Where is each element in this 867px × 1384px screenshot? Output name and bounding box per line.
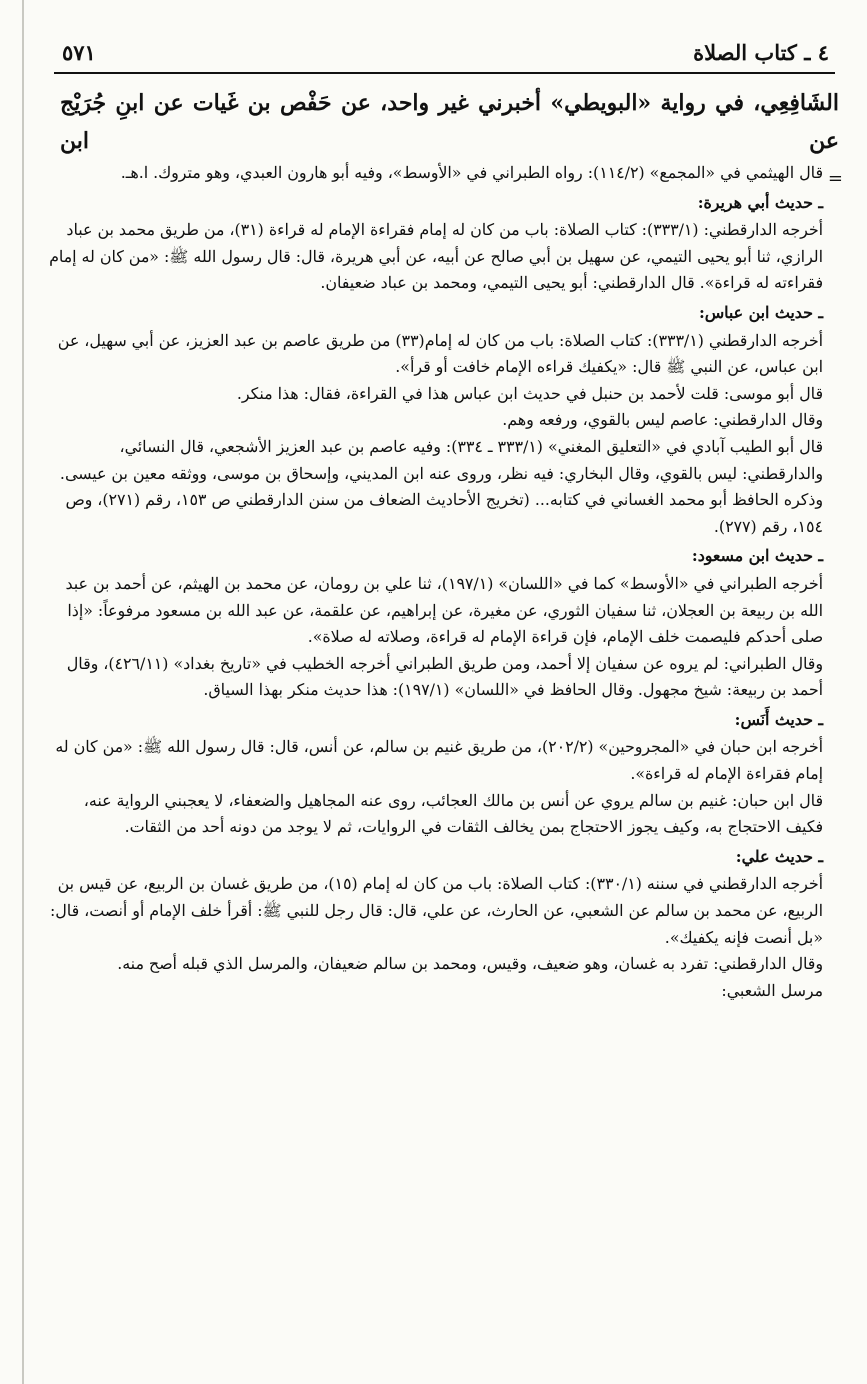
footnote-heading: ـ حديث ابن مسعود: <box>691 546 823 566</box>
footnote-paragraph: مرسل الشعبي: <box>721 980 823 1000</box>
footnote-heading: ـ حديث أبي هريرة: <box>697 192 823 212</box>
footnote-heading: ـ حديث أَنَس: <box>734 709 823 729</box>
footnote-paragraph: قال أبو الطيب آبادي في «التعليق المغني» (٣٣٣/١ ـ ٣٣٤): وفيه عاصم بن عبد العزيز الأشجعي، قال النسائي، والدارقطني: ليس بالقوي، وقال البخاري: فيه نظر، وروى عنه ابن المديني، وإسحاق بن موسى، ووثقه معين بن عيسى. <box>59 436 823 483</box>
footnote-paragraph: وقال الدارقطني: عاصم ليس بالقوي، ورفعه وهم. <box>502 410 823 430</box>
page-header <box>62 34 829 70</box>
header-rule <box>54 72 835 74</box>
main-text-line: الشَافِعِي، في رواية «البويطي» أخبرني غير واحد، عن حَفْص بن غَيات عن ابنِ جُرَيْج عن ابن <box>60 90 839 154</box>
footnote-paragraph: وقال الطبراني: لم يروه عن سفيان إلا أحمد، ومن طريق الطبراني أخرجه الخطيب في «تاريخ بغداد» (٤٢٦/١١)، وقال أحمد بن ربيعة: شيخ مجهول. وقال الحافظ في «اللسان» (١٩٧/١): هذا حديث منكر بهذا السياق. <box>66 653 823 700</box>
footnote-paragraph: قال أبو موسى: قلت لأحمد بن حنبل في حديث ابن عباس هذا في القراءة، فقال: هذا منكر. <box>236 383 823 403</box>
footnotes <box>48 160 823 1004</box>
footnote-paragraph: أخرجه الدارقطني (٣٣٣/١): كتاب الصلاة: باب من كان له إمام(٣٣) من طريق عاصم بن عبد العزيز، عن أبي سهيل، عن ابن عباس، عن النبي ﷺ قال: «يكفيك قراءه الإمام خافت أو قرأ». <box>57 330 823 377</box>
page-number: ٥٧١ <box>62 39 96 65</box>
footnote-paragraph: أخرجه الدارقطني: (٣٣٣/١): كتاب الصلاة: باب من كان له إمام فقراءة الإمام له قراءة (٣١)، من طريق محمد بن عباد الرازي، ثنا أبو يحيى التيمي، عن سهيل بن أبي صالح عن أبيه، عن أبي هريرة، قال: قال رسول الله ﷺ: «من كان له إمام فقراءته له قراءة». قال الدارقطني: أبو يحيى التيمي، ومحمد بن عباد ضعيفان. <box>49 220 823 293</box>
footnote-paragraph: أخرجه الطبراني في «الأوسط» كما في «اللسان» (١٩٧/١)، ثنا علي بن رومان، عن محمد بن الهيثم، عن أحمد بن عبد الله بن ربيعة بن العجلان، ثنا سفيان الثوري، عن مغيرة، عن إبراهيم، عن علقمة، عن عبد الله بن مسعود مرفوعاً: «إذا صلى أحدكم فليصمت خلف الإمام، فإن قراءة الإمام له قراءة، وصلاته له صلاة». <box>65 573 823 647</box>
footnote-paragraph: وقال الدارقطني: تفرد به غسان، وهو ضعيف، وقيس، ومحمد بن سالم ضعيفان، والمرسل الذي قبله أصح منه. <box>117 954 823 974</box>
footnote-paragraph: أخرجه الدارقطني في سننه (٣٣٠/١): كتاب الصلاة: باب من كان له إمام (١٥)، من طريق غسان بن الربيع، عن قيس بن الربيع، عن محمد بن سالم عن الشعبي، عن الحارث، عن علي، قال: قال رجل للنبي ﷺ: أقرأ خلف الإمام أو أنصت، قال: «بل أنصت فإنه يكفيك». <box>49 874 823 947</box>
footnote-paragraph: أخرجه ابن حبان في «المجروحين» (٢٠٢/٢)، من طريق غنيم بن سالم، عن أنس، قال: قال رسول الله ﷺ: «من كان له إمام فقراءة الإمام له قراءة». <box>55 737 823 784</box>
footnote-continuation-mark: = <box>827 168 843 189</box>
footnote-paragraph: قال الهيثمي في «المجمع» (١١٤/٢): رواه الطبراني في «الأوسط»، وفيه أبو هارون العبدي، وهو متروك. ا.هـ. <box>120 163 823 182</box>
footnote-paragraph: وذكره الحافظ أبو محمد الغساني في كتابه... (تخريج الأحاديث الضعاف من سنن الدارقطني ص ١٥٣، رقم (٢٧١)، وص ١٥٤، رقم (٢٧٧). <box>65 490 823 536</box>
chapter-title: ٤ ـ كتاب الصلاة <box>693 39 829 65</box>
page-edge-line <box>22 0 24 1384</box>
footnote-heading: ـ حديث ابن عباس: <box>698 302 823 322</box>
footnote-paragraph: قال ابن حبان: غنيم بن سالم يروي عن أنس بن مالك العجائب، روى عنه المجاهيل والضعفاء، لا يعجبني الرواية عنه، فكيف الاحتجاج به، وكيف يجوز الاحتجاج بمن يخالف الثقات في الروايات، ثم لا يوجد من دونه أحد من الثقات. <box>83 790 823 837</box>
footnote-heading: ـ حديث علي: <box>735 846 823 866</box>
